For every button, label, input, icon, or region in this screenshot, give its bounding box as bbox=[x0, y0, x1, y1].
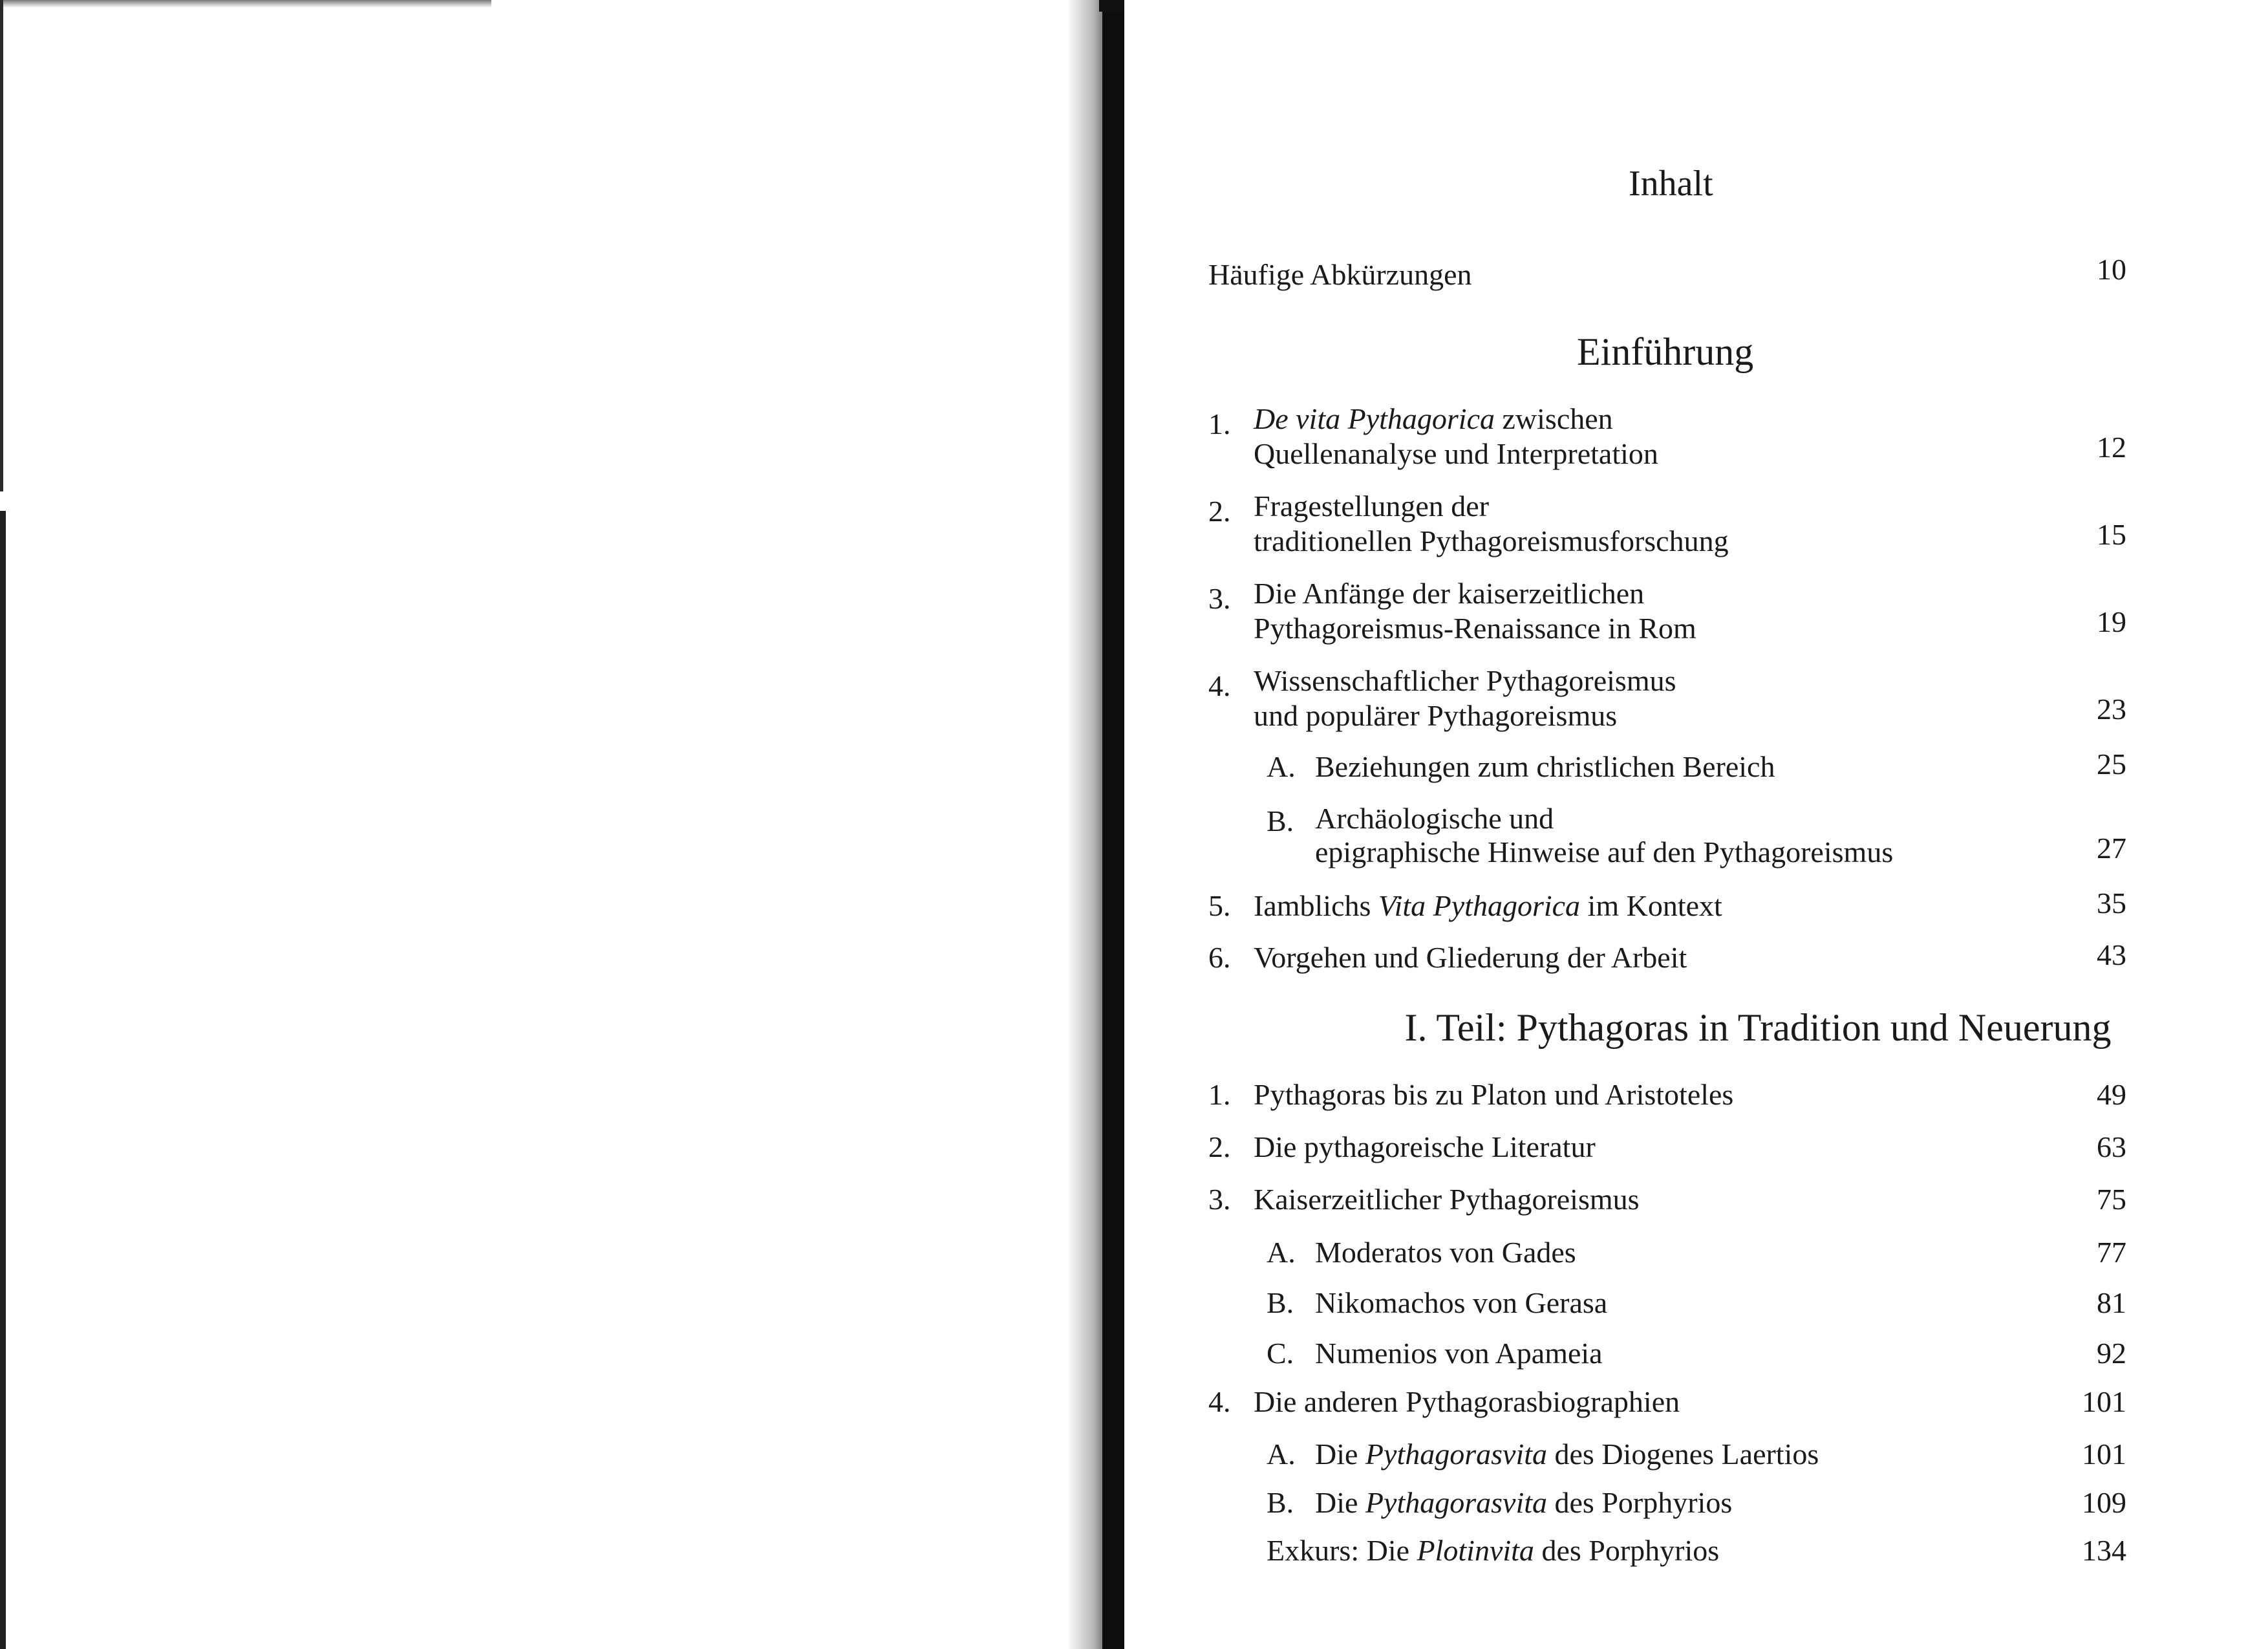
toc-subentry-letter: B. bbox=[1267, 804, 1294, 837]
toc-entry-italic-title: Pythagorasvita bbox=[1365, 1486, 1547, 1519]
toc-excursus-label bbox=[1267, 1533, 2042, 1569]
toc-entry-italic-title: De vita Pythagorica bbox=[1254, 402, 1495, 435]
toc-entry-page: 63 bbox=[2097, 1130, 2126, 1163]
toc-entry-page: 81 bbox=[2097, 1286, 2126, 1319]
toc-entry-label: Pythagoras bis zu Platon und Aristoteles bbox=[1254, 1078, 1734, 1111]
toc-entry-line1: Die Anfänge der kaiserzeitlichen bbox=[1254, 577, 1645, 610]
toc-entry-post: des Diogenes Laertios bbox=[1547, 1438, 1819, 1471]
toc-entry-label: Vorgehen und Gliederung der Arbeit bbox=[1254, 941, 1687, 974]
toc-entry-page: 23 bbox=[2097, 693, 2126, 726]
toc-entry-line2: traditionellen Pythagoreismusforschung bbox=[1254, 524, 1729, 557]
toc-entry-post: des Porphyrios bbox=[1547, 1486, 1733, 1519]
gutter-shadow bbox=[1067, 0, 1106, 1649]
section-heading-introduction: Einführung bbox=[1577, 330, 1754, 373]
toc-entry-italic-title: Plotinvita bbox=[1417, 1534, 1534, 1567]
toc-entry-page: 27 bbox=[2097, 832, 2126, 865]
left-blank-page bbox=[0, 0, 1099, 1649]
toc-entry-number: 6. bbox=[1208, 941, 1231, 974]
toc-entry-page: 77 bbox=[2097, 1236, 2126, 1269]
toc-entry-page: 12 bbox=[2097, 431, 2126, 464]
toc-entry-number: 5. bbox=[1208, 889, 1231, 922]
toc-subentry-letter: C. bbox=[1267, 1337, 1294, 1370]
toc-subentry-label: Moderatos von Gades bbox=[1315, 1236, 1576, 1269]
toc-entry-number: 4. bbox=[1208, 1385, 1231, 1418]
toc-entry-number: 1. bbox=[1208, 1078, 1231, 1111]
toc-entry-line1-rest: zwischen bbox=[1495, 402, 1613, 435]
toc-entry-page: 75 bbox=[2097, 1183, 2126, 1216]
toc-entry-label: Häufige Abkürzungen bbox=[1208, 258, 1472, 291]
toc-entry-italic-title: Vita Pythagorica bbox=[1378, 889, 1581, 922]
toc-subentry-label: Numenios von Apameia bbox=[1315, 1337, 1603, 1370]
toc-entry-label: Kaiserzeitlicher Pythagoreismus bbox=[1254, 1183, 1640, 1216]
toc-subentry-letter: B. bbox=[1267, 1286, 1294, 1319]
contents-page bbox=[1124, 0, 2268, 1649]
toc-entry-line2: Quellenanalyse und Interpretation bbox=[1254, 437, 1658, 470]
toc-entry-italic-title: Pythagorasvita bbox=[1365, 1438, 1547, 1471]
toc-entry-post: im Kontext bbox=[1580, 889, 1722, 922]
section-heading-part-1: I. Teil: Pythagoras in Tradition und Neuerung bbox=[1404, 1006, 2112, 1049]
toc-entry-number: 1. bbox=[1208, 407, 1231, 440]
toc-subentry-letter: B. bbox=[1267, 1486, 1294, 1519]
toc-entry-pre: Die bbox=[1315, 1486, 1365, 1519]
toc-entry-line2: Pythagoreismus-Renaissance in Rom bbox=[1254, 612, 1696, 645]
toc-entry-page: 134 bbox=[2082, 1534, 2126, 1567]
toc-entry-line1: Archäologische und bbox=[1315, 802, 1554, 835]
toc-entry-number: 2. bbox=[1208, 495, 1231, 528]
toc-entry-pre: Iamblichs bbox=[1254, 889, 1378, 922]
toc-entry-number: 4. bbox=[1208, 669, 1231, 702]
toc-entry-page: 49 bbox=[2097, 1078, 2126, 1111]
toc-entry-label: Die anderen Pythagorasbiographien bbox=[1254, 1385, 1680, 1418]
toc-entry-number: 3. bbox=[1208, 582, 1231, 615]
toc-subentry-letter: A. bbox=[1267, 1438, 1296, 1471]
toc-entry-page: 10 bbox=[2097, 253, 2126, 286]
toc-entry-page: 92 bbox=[2097, 1337, 2126, 1370]
toc-subentry-letter: A. bbox=[1267, 750, 1296, 783]
toc-subentry-label: Beziehungen zum christlichen Bereich bbox=[1315, 750, 1775, 783]
toc-entry-page: 101 bbox=[2082, 1438, 2126, 1471]
toc-subentry-label: Nikomachos von Gerasa bbox=[1315, 1286, 1608, 1319]
scan-left-edge-lower bbox=[0, 511, 6, 1649]
toc-subentry-label bbox=[1315, 1485, 2026, 1521]
toc-entry-page: 101 bbox=[2082, 1385, 2126, 1418]
toc-entry-number: 3. bbox=[1208, 1183, 1231, 1216]
toc-entry-post: des Porphyrios bbox=[1534, 1534, 1720, 1567]
toc-subentry-label bbox=[1315, 1436, 2026, 1472]
toc-subentry-letter: A. bbox=[1267, 1236, 1296, 1269]
toc-entry-page: 35 bbox=[2097, 887, 2126, 920]
toc-entry-number: 2. bbox=[1208, 1130, 1231, 1163]
toc-entry-label bbox=[1254, 888, 2029, 924]
toc-entry-pre: Exkurs: Die bbox=[1267, 1534, 1417, 1567]
toc-entry-page: 15 bbox=[2097, 518, 2126, 551]
toc-entry-page: 109 bbox=[2082, 1486, 2126, 1519]
toc-entry-line2: und populärer Pythagoreismus bbox=[1254, 699, 1618, 732]
scan-left-edge-upper bbox=[0, 0, 3, 491]
toc-entry-pre: Die bbox=[1315, 1438, 1365, 1471]
toc-entry-page: 43 bbox=[2097, 938, 2126, 971]
book-gutter bbox=[1102, 0, 1124, 1649]
toc-entry-line1 bbox=[1254, 401, 2029, 437]
toc-entry-page: 25 bbox=[2097, 748, 2126, 781]
toc-entry-line1: Wissenschaftlicher Pythagoreismus bbox=[1254, 664, 1676, 697]
scan-top-edge bbox=[0, 0, 491, 8]
toc-entry-line2: epigraphische Hinweise auf den Pythagoreismus bbox=[1315, 835, 1894, 868]
toc-entry-label: Die pythagoreische Literatur bbox=[1254, 1130, 1596, 1163]
toc-entry-line1: Fragestellungen der bbox=[1254, 490, 1490, 523]
toc-entry-page: 19 bbox=[2097, 605, 2126, 638]
page-title: Inhalt bbox=[1629, 164, 1713, 204]
